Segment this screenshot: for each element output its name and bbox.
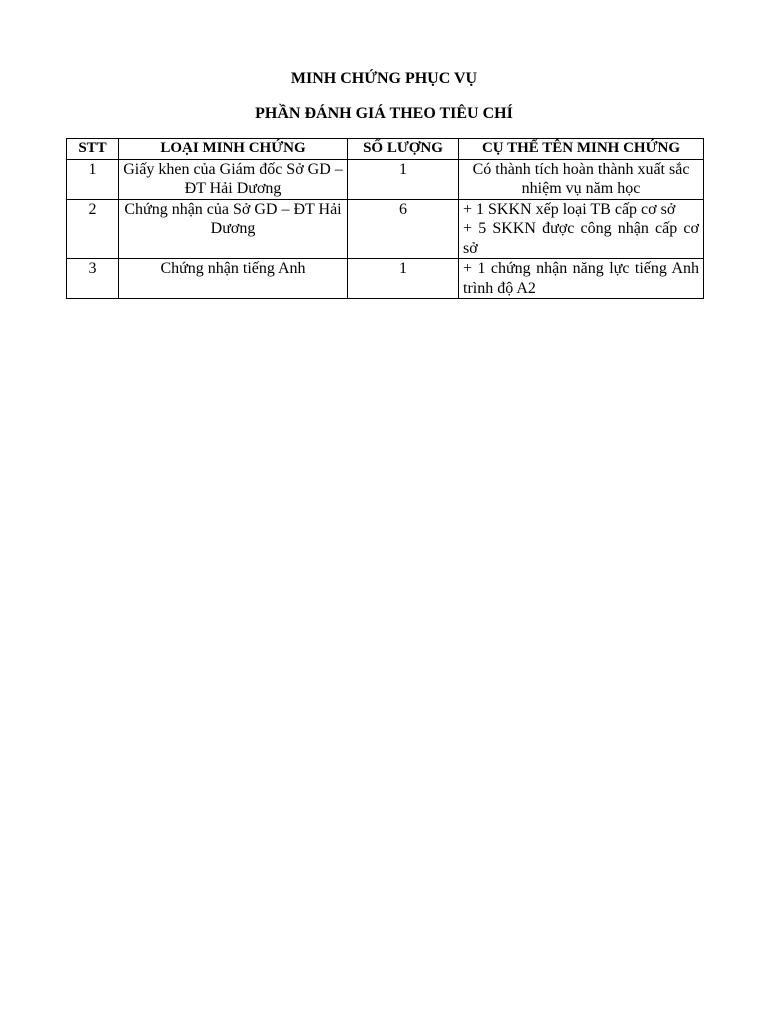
cell-stt: 2 xyxy=(67,199,119,259)
cell-type: Chứng nhận tiếng Anh xyxy=(119,259,348,299)
cell-type: Chứng nhận của Sở GD – ĐT Hải Dương xyxy=(119,199,348,259)
table-header-row xyxy=(67,139,704,160)
cell-type: Giấy khen của Giám đốc Sở GD – ĐT Hải Dương xyxy=(119,159,348,199)
header-quantity: SỐ LƯỢNG xyxy=(348,139,459,160)
detail-line: + 1 chứng nhận năng lực tiếng Anh trình độ A2 xyxy=(463,260,699,297)
detail-line: Có thành tích hoàn thành xuất sắc nhiệm vụ năm học xyxy=(472,160,690,197)
header-type: LOẠI MINH CHỨNG xyxy=(119,139,348,160)
detail-line: + 1 SKKN xếp loại TB cấp cơ sở xyxy=(463,200,676,218)
cell-detail xyxy=(459,159,704,199)
document-subtitle: PHẦN ĐÁNH GIÁ THEO TIÊU CHÍ xyxy=(255,105,513,122)
table-row xyxy=(67,259,704,299)
table-row xyxy=(67,199,704,259)
cell-detail xyxy=(459,259,704,299)
cell-detail xyxy=(459,199,704,259)
cell-stt: 1 xyxy=(67,159,119,199)
header-detail: CỤ THỂ TÊN MINH CHỨNG xyxy=(459,139,704,160)
cell-quantity: 1 xyxy=(348,259,459,299)
table-row xyxy=(67,159,704,199)
document-title: MINH CHỨNG PHỤC VỤ xyxy=(290,70,478,87)
cell-stt: 3 xyxy=(67,259,119,299)
cell-quantity: 6 xyxy=(348,199,459,259)
detail-line: + 5 SKKN được công nhận cấp cơ sở xyxy=(463,220,699,257)
evidence-table xyxy=(66,138,704,299)
cell-quantity: 1 xyxy=(348,159,459,199)
header-stt: STT xyxy=(67,139,119,160)
